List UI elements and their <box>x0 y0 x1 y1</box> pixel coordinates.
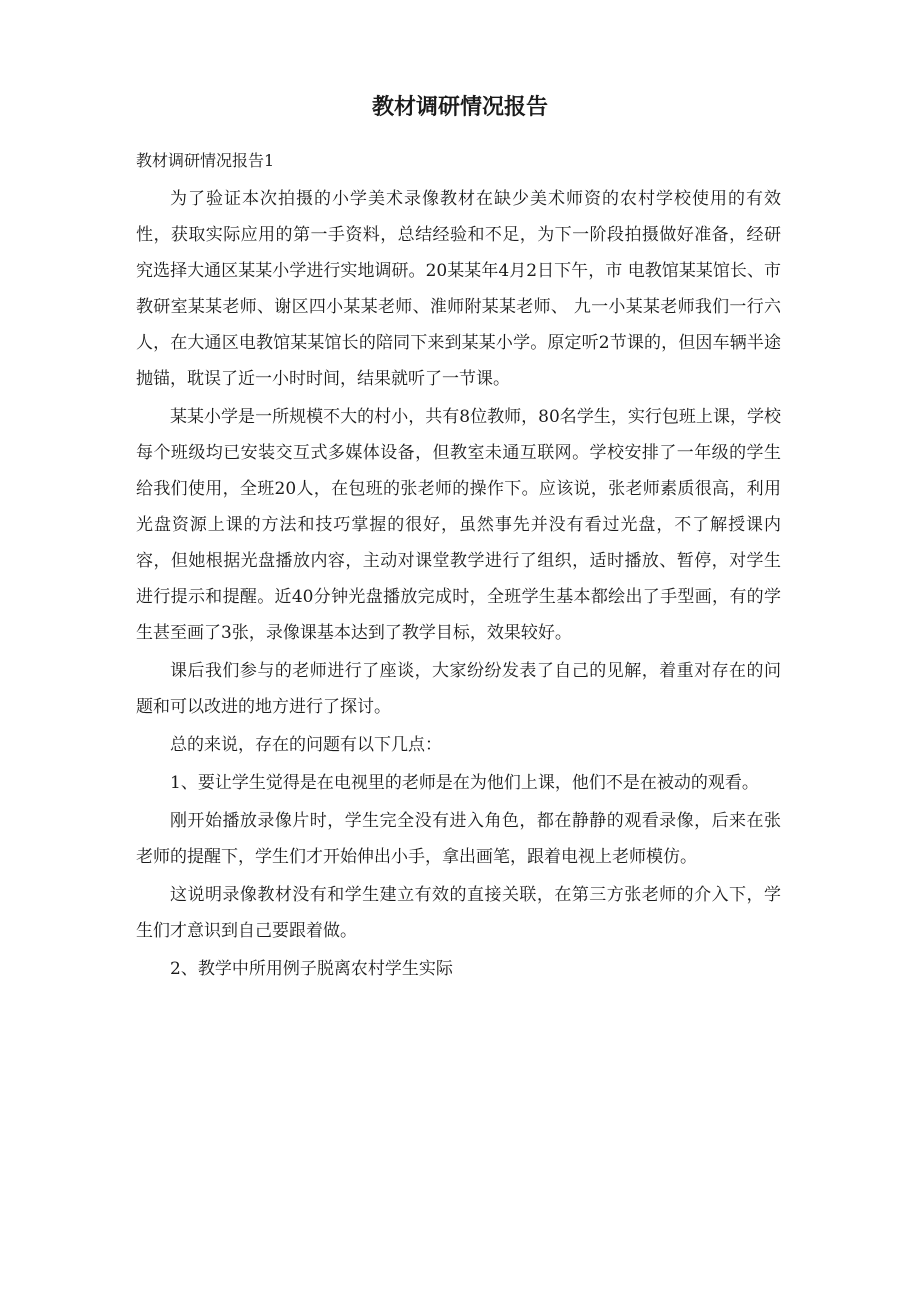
paragraph: 这说明录像教材没有和学生建立有效的直接关联，在第三方张老师的介入下，学生们才意识到自己要跟着做。 <box>136 885 781 941</box>
paragraph: 课后我们参与的老师进行了座谈，大家纷纷发表了自己的见解，着重对存在的问题和可以改进的地方进行了探讨。 <box>136 661 781 717</box>
paragraph: 1、要让学生觉得是在电视里的老师是在为他们上课，他们不是在被动的观看。 <box>170 773 759 793</box>
document-subtitle: 教材调研情况报告1 <box>136 151 275 170</box>
document-title: 教材调研情况报告 <box>371 95 548 120</box>
document-body <box>136 181 781 987</box>
paragraph: 刚开始播放录像片时，学生完全没有进入角色，都在静静的观看录像，后来在张老师的提醒下，学生们才开始伸出小手，拿出画笔，跟着电视上老师模仿。 <box>136 811 781 867</box>
paragraph: 某某小学是一所规模不大的村小，共有8位教师，80名学生，实行包班上课，学校每个班级均已安装交互式多媒体设备，但教室未通互联网。学校安排了一年级的学生给我们使用，全班20人，在包班的张老师的操作下。应该说，张老师素质很高，利用光盘资源上课的方法和技巧掌握的很好，虽然事先并没有看过光盘，不了解授课内容，但她根据光盘播放内容，主动对课堂教学进行了组织，适时播放、暂停，对学生进行提示和提醒。近40分钟光盘播放完成时，全班学生基本都绘出了手型画，有的学生甚至画了3张，录像课基本达到了教学目标，效果较好。 <box>136 407 781 643</box>
paragraph: 总的来说，存在的问题有以下几点： <box>170 735 442 755</box>
paragraph: 2、教学中所用例子脱离农村学生实际 <box>170 959 453 979</box>
paragraph: 为了验证本次拍摄的小学美术录像教材在缺少美术师资的农村学校使用的有效性，获取实际应用的第一手资料，总结经验和不足，为下一阶段拍摄做好准备，经研究选择大通区某某小学进行实地调研。20某某年4月2日下午，市 电教馆某某馆长、市教研室某某老师、谢区四小某某老师、淮师附某某老师、 九一小某某老师我们一行六人，在大通区电教馆某某馆长的陪同下来到某某小学。原定听2节课的，但因车辆半途抛锚，耽误了近一小时时间，结果就听了一节课。 <box>136 189 781 389</box>
